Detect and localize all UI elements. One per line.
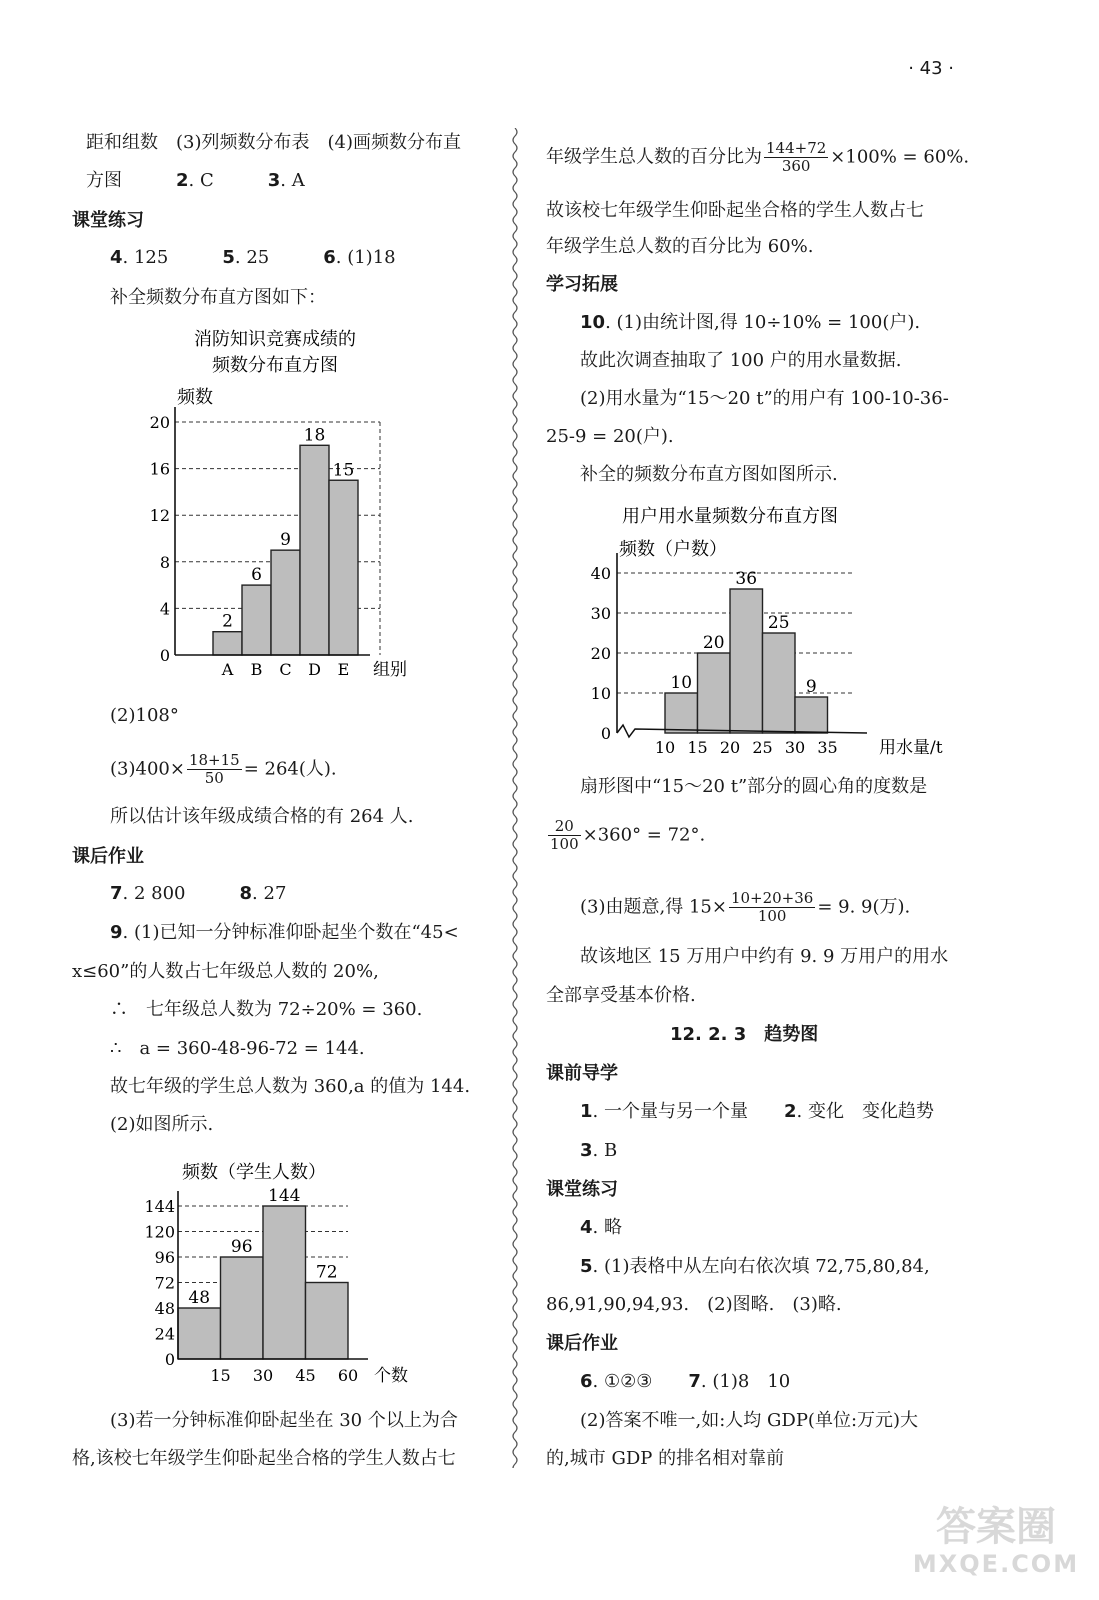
bar xyxy=(795,697,828,733)
x-axis-label: 用水量/t xyxy=(879,738,943,758)
fraction xyxy=(764,140,828,175)
x-tick-label: 35 xyxy=(817,738,838,757)
y-tick-label: 72 xyxy=(154,1273,175,1293)
text-line: 所以估计该年级成绩合格的有 264 人. xyxy=(110,806,414,827)
y-tick-label: 144 xyxy=(144,1197,175,1216)
x-axis-label: 个数 xyxy=(374,1366,408,1386)
text-line xyxy=(580,1140,617,1162)
y-tick-label: 0 xyxy=(600,724,611,743)
x-tick-label: 20 xyxy=(719,738,741,757)
answer-number: 3 xyxy=(267,170,281,191)
answer-number: 5 xyxy=(222,247,235,268)
fraction xyxy=(729,890,815,925)
text: . 2 800 xyxy=(122,883,186,904)
chart-title: 频数分布直方图 xyxy=(212,355,338,376)
chart-title: 消防知识竞赛成绩的 xyxy=(194,329,356,350)
y-tick-label: 96 xyxy=(154,1248,175,1267)
bar xyxy=(263,1206,306,1359)
text: . 125 xyxy=(122,247,169,268)
fraction-numerator: 144+72 xyxy=(766,139,827,157)
text-line: 86,91,90,94,93. (2)图略. (3)略. xyxy=(546,1294,842,1315)
answer-number: 4 xyxy=(110,247,123,268)
x-tick-label: 30 xyxy=(252,1366,274,1385)
y-tick-label: 0 xyxy=(159,646,170,665)
chart-fire-knowledge xyxy=(130,325,420,685)
y-tick-label: 20 xyxy=(590,644,611,663)
data-label: 96 xyxy=(230,1237,253,1257)
data-label: 25 xyxy=(767,613,790,633)
y-tick-label: 4 xyxy=(159,599,170,619)
text-line: 故该校七年级学生仰卧起坐合格的学生人数占七 xyxy=(546,200,924,221)
text: . (1)18 xyxy=(335,247,396,268)
fraction-denominator: 50 xyxy=(204,769,224,787)
chart-situps xyxy=(130,1156,430,1396)
x-tick-label: 15 xyxy=(210,1366,231,1385)
text: . B xyxy=(592,1140,618,1161)
text: = 9. 9(万). xyxy=(817,896,911,918)
fraction-denominator: 100 xyxy=(757,907,787,925)
text-line: (2)答案不唯一,如:人均 GDP(单位:万元)大 xyxy=(580,1410,919,1431)
page-number: · 43 · xyxy=(908,58,954,79)
y-axis-label: 频数（户数） xyxy=(619,539,727,560)
fraction-numerator: 10+20+36 xyxy=(730,889,814,907)
answer-number: 2 xyxy=(176,170,189,191)
text-line xyxy=(110,883,286,905)
x-tick-label: C xyxy=(279,660,292,679)
bar xyxy=(178,1308,221,1359)
fraction xyxy=(187,752,242,787)
y-tick-label: 16 xyxy=(149,459,170,479)
x-tick-label: D xyxy=(308,660,321,679)
y-tick-label: 8 xyxy=(159,552,170,572)
text-line: 补全频数分布直方图如下： xyxy=(110,287,326,308)
text-line xyxy=(580,1217,622,1239)
data-label: 9 xyxy=(280,530,291,551)
text: . ①②③ xyxy=(592,1371,653,1392)
fraction-numerator: 18+15 xyxy=(188,751,240,769)
text-line: 年级学生总人数的百分比为 60%. xyxy=(546,236,814,257)
text-line xyxy=(546,140,969,175)
text-line: ∴ a = 360-48-96-72 = 144. xyxy=(110,1038,365,1059)
text-line xyxy=(86,170,305,192)
data-label: 2 xyxy=(222,611,233,632)
text-line: 扇形图中“15～20 t”部分的圆心角的度数是 xyxy=(580,776,928,797)
fraction-denominator: 100 xyxy=(550,835,579,853)
watermark-text: 答案圈 xyxy=(936,1504,1056,1550)
text: = 264(人). xyxy=(243,758,337,780)
fraction xyxy=(548,818,581,853)
text: . 略 xyxy=(592,1217,622,1238)
text-line xyxy=(580,1101,934,1123)
data-label: 72 xyxy=(315,1262,338,1283)
y-tick-label: 0 xyxy=(164,1350,175,1369)
y-tick-label: 40 xyxy=(590,564,611,583)
y-tick-label: 10 xyxy=(590,684,611,703)
text-line: 的,城市 GDP 的排名相对靠前 xyxy=(546,1448,785,1469)
text-line: (2)用水量为“15～20 t”的用户有 100-10-36- xyxy=(580,388,949,409)
x-axis-label: 组别 xyxy=(373,660,407,680)
chart-title: 用户用水量频数分布直方图 xyxy=(622,506,838,527)
text: . A xyxy=(280,170,305,191)
y-axis-label: 频数 xyxy=(177,387,213,408)
text-line: ∴ 七年级总人数为 72÷20% = 360. xyxy=(110,999,423,1020)
text-line: 故该地区 15 万用户中约有 9. 9 万用户的用水 xyxy=(580,946,949,967)
x-tick-label: 60 xyxy=(337,1366,359,1385)
answer-number: 9 xyxy=(110,922,123,943)
text: ×100% = 60%. xyxy=(830,146,970,168)
section-heading: 课堂练习 xyxy=(72,210,144,231)
data-label: 9 xyxy=(805,677,817,697)
text-line xyxy=(110,922,459,944)
text: 方图 xyxy=(86,170,122,191)
bar xyxy=(730,589,763,733)
text: . 27 xyxy=(252,883,287,904)
text: ×360° = 72°. xyxy=(582,824,706,846)
text: 年级学生总人数的百分比为 xyxy=(546,146,762,168)
bar xyxy=(665,693,698,733)
answer-number: 8 xyxy=(239,883,253,904)
answer-number: 7 xyxy=(110,883,123,904)
watermark-url: MXQE.COM xyxy=(912,1550,1080,1578)
text-line: (2)108° xyxy=(110,705,179,726)
text: . (1)由统计图,得 10÷10% = 100(户). xyxy=(605,312,921,333)
x-tick-label: A xyxy=(221,660,234,679)
data-label: 18 xyxy=(303,425,326,446)
x-tick-label: 15 xyxy=(687,738,708,757)
data-label: 20 xyxy=(702,633,725,653)
y-tick-label: 24 xyxy=(154,1324,175,1344)
x-tick-label: 45 xyxy=(295,1366,316,1385)
bar xyxy=(213,632,242,655)
text-line: 全部享受基本价格. xyxy=(546,985,696,1006)
answer-number: 7 xyxy=(688,1371,701,1392)
y-tick-label: 48 xyxy=(154,1299,175,1318)
answer-number: 6 xyxy=(580,1371,593,1392)
answer-number: 10 xyxy=(580,312,606,333)
text-line: 距和组数 (3)列频数分布表 (4)画频数分布直 xyxy=(86,132,461,153)
text: (3)400× xyxy=(110,758,185,780)
section-heading: 课后作业 xyxy=(72,846,144,867)
data-label: 48 xyxy=(188,1288,211,1308)
section-heading: 学习拓展 xyxy=(546,274,618,295)
answer-number: 6 xyxy=(323,247,336,268)
data-label: 10 xyxy=(670,673,693,693)
bar xyxy=(763,633,796,733)
data-label: 144 xyxy=(268,1186,301,1206)
chart-water-usage xyxy=(585,500,955,765)
bar xyxy=(221,1257,264,1359)
text: . C xyxy=(188,170,214,191)
text-line: 故七年级的学生总人数为 360,a 的值为 144. xyxy=(110,1076,471,1097)
text: . (1)已知一分钟标准仰卧起坐个数在“45< xyxy=(122,922,459,943)
bar xyxy=(300,445,329,655)
watermark-logo xyxy=(901,1504,1091,1594)
text-line: 补全的频数分布直方图如图所示. xyxy=(580,464,838,485)
y-tick-label: 30 xyxy=(590,604,611,623)
text: . 变化 变化趋势 xyxy=(796,1101,934,1122)
x-tick-label: 25 xyxy=(752,738,773,757)
text: . 一个量与另一个量 xyxy=(592,1101,748,1122)
text-line: (2)如图所示. xyxy=(110,1114,214,1135)
section-heading: 课前导学 xyxy=(546,1063,618,1084)
x-tick-label: 10 xyxy=(654,738,676,757)
text-line: (3)若一分钟标准仰卧起坐在 30 个以上为合 xyxy=(110,1410,458,1431)
fraction-numerator: 20 xyxy=(548,818,581,836)
answer-number: 5 xyxy=(580,1256,593,1277)
text-line xyxy=(580,1256,930,1278)
fraction-denominator: 360 xyxy=(781,157,811,175)
y-tick-label: 20 xyxy=(149,413,170,432)
answer-number: 3 xyxy=(580,1140,593,1161)
bar xyxy=(329,480,358,655)
y-tick-label: 12 xyxy=(149,506,170,526)
text-line xyxy=(580,312,920,334)
section-heading: 12. 2. 3 趋势图 xyxy=(670,1024,819,1045)
answer-number: 4 xyxy=(580,1217,593,1238)
bar xyxy=(242,585,271,655)
text-line xyxy=(110,247,396,269)
y-tick-label: 120 xyxy=(144,1222,175,1242)
answer-number: 2 xyxy=(783,1101,797,1122)
data-label: 6 xyxy=(251,565,262,586)
answer-number: 1 xyxy=(580,1101,593,1122)
column-divider xyxy=(509,128,521,1468)
text-line: 故此次调查抽取了 100 户的用水量数据. xyxy=(580,350,902,371)
x-tick-label: 30 xyxy=(784,738,806,757)
text-line xyxy=(580,1371,790,1393)
section-heading: 课堂练习 xyxy=(546,1179,618,1200)
text-line xyxy=(546,818,705,853)
x-tick-label: B xyxy=(250,660,263,679)
text-line xyxy=(580,890,910,925)
data-label: 15 xyxy=(332,460,355,481)
text-line xyxy=(110,752,337,787)
text: . 25 xyxy=(234,247,270,268)
text-line: 格,该校七年级学生仰卧起坐合格的学生人数占七 xyxy=(72,1448,456,1469)
data-label: 36 xyxy=(735,569,758,589)
text: (3)由题意,得 15× xyxy=(580,896,727,918)
text: . (1)表格中从左向右依次填 72,75,80,84, xyxy=(592,1256,930,1277)
y-axis-label: 频数（学生人数） xyxy=(182,1162,326,1183)
x-tick-label: E xyxy=(337,660,350,679)
section-heading: 课后作业 xyxy=(546,1333,618,1354)
bar xyxy=(698,653,731,733)
text-line: x≤60”的人数占七年级总人数的 20%, xyxy=(72,961,379,982)
bar xyxy=(271,550,300,655)
text: . (1)8 10 xyxy=(700,1371,791,1392)
bar xyxy=(306,1283,349,1360)
text-line: 25-9 = 20(户). xyxy=(546,426,674,447)
